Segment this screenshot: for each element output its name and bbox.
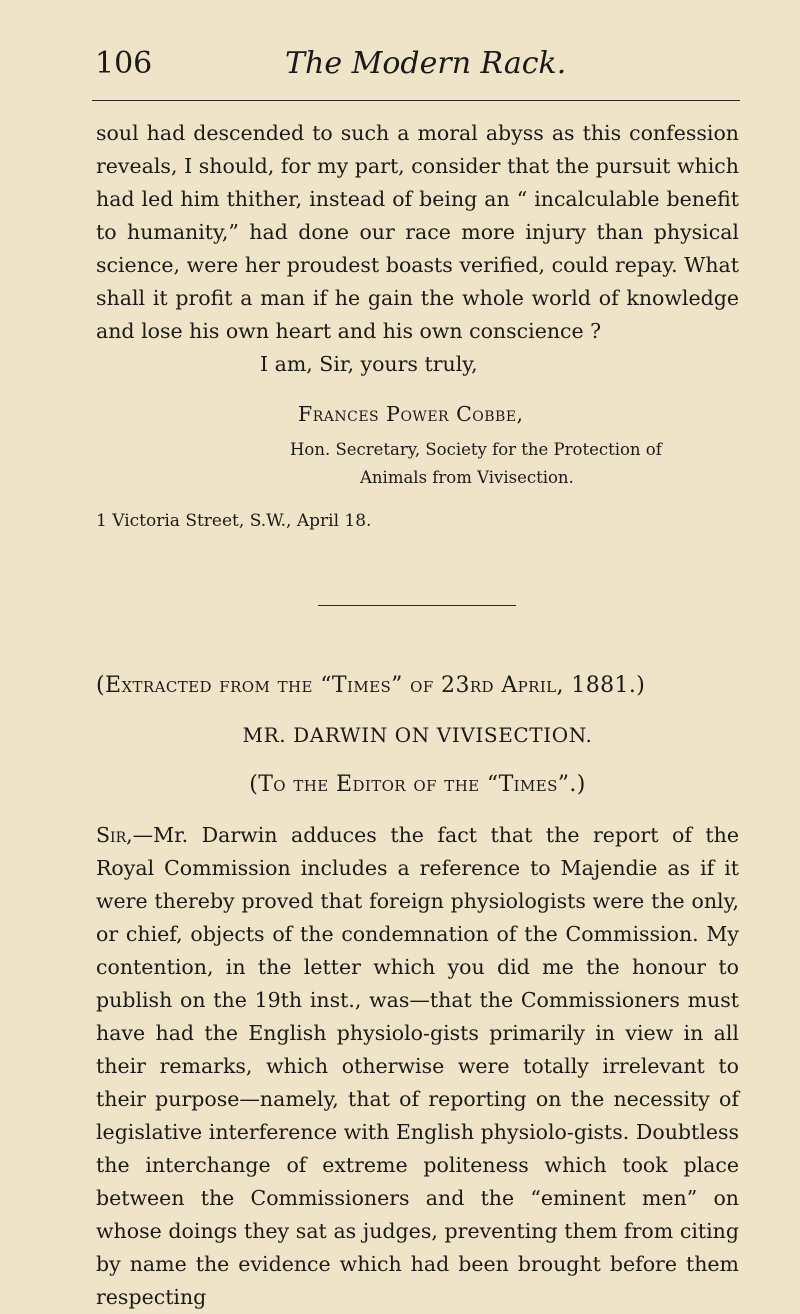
signature-title [290,436,750,492]
signature-title-line2: Animals from Vivisection. [360,468,574,487]
letter1-body [96,117,739,348]
page-header [95,44,740,84]
letter2-body [96,819,739,1314]
page-number: 106 [95,46,153,81]
letter1-address: 1 Victoria Street, S.W., April 18. [96,511,372,531]
header-rule [92,100,740,101]
signature-title-line1: Hon. Secretary, Society for the Protection of [290,440,662,459]
letter1-signoff: I am, Sir, yours truly, [260,352,478,376]
salutation: Sir, [96,823,133,847]
extract-line: (Extracted from the “Times” of 23rd April, 1881.) [96,673,646,698]
letter2-heading: MR. DARWIN ON VIVISECTION. [242,723,593,747]
to-editor-line: (To the Editor of the “Times”.) [249,772,586,797]
signature-name: Frances Power Cobbe, [298,402,524,426]
letter1-paragraph: soul had descended to such a moral abyss as this confession reveals, I should, for my part, consider that the pursuit which had led him thither, instead of being an “ incalculable benefit to humanity,” had done our race more injury than physical science, were her proudest boasts verified, could repay. What shall it profit a man if he gain the whole world of knowledge and lose his own heart and his own conscience ? [96,121,739,343]
letter2-paragraph: —Mr. Darwin adduces the fact that the report of the Royal Commission includes a reference to Majendie as if it were thereby proved that foreign physiologists were the only, or chief, objects of the condemnation of the Commission. My contention, in the letter which you did me the honour to publish on the 19th inst., was—that the Commissioners must have had the English physiolo-gists primarily in view in all their remarks, which otherwise were totally irrelevant to their purpose—namely, that of reporting on the necessity of legislative interference with English physiolo-gists. Doubtless the interchange of extreme politeness which took place between the Commissioners and the “eminent men” on whose doings they sat as judges, preventing them from citing by name the evidence which had been brought before them respecting [96,823,739,1309]
running-title: The Modern Rack. [285,46,567,81]
section-divider [318,605,516,606]
